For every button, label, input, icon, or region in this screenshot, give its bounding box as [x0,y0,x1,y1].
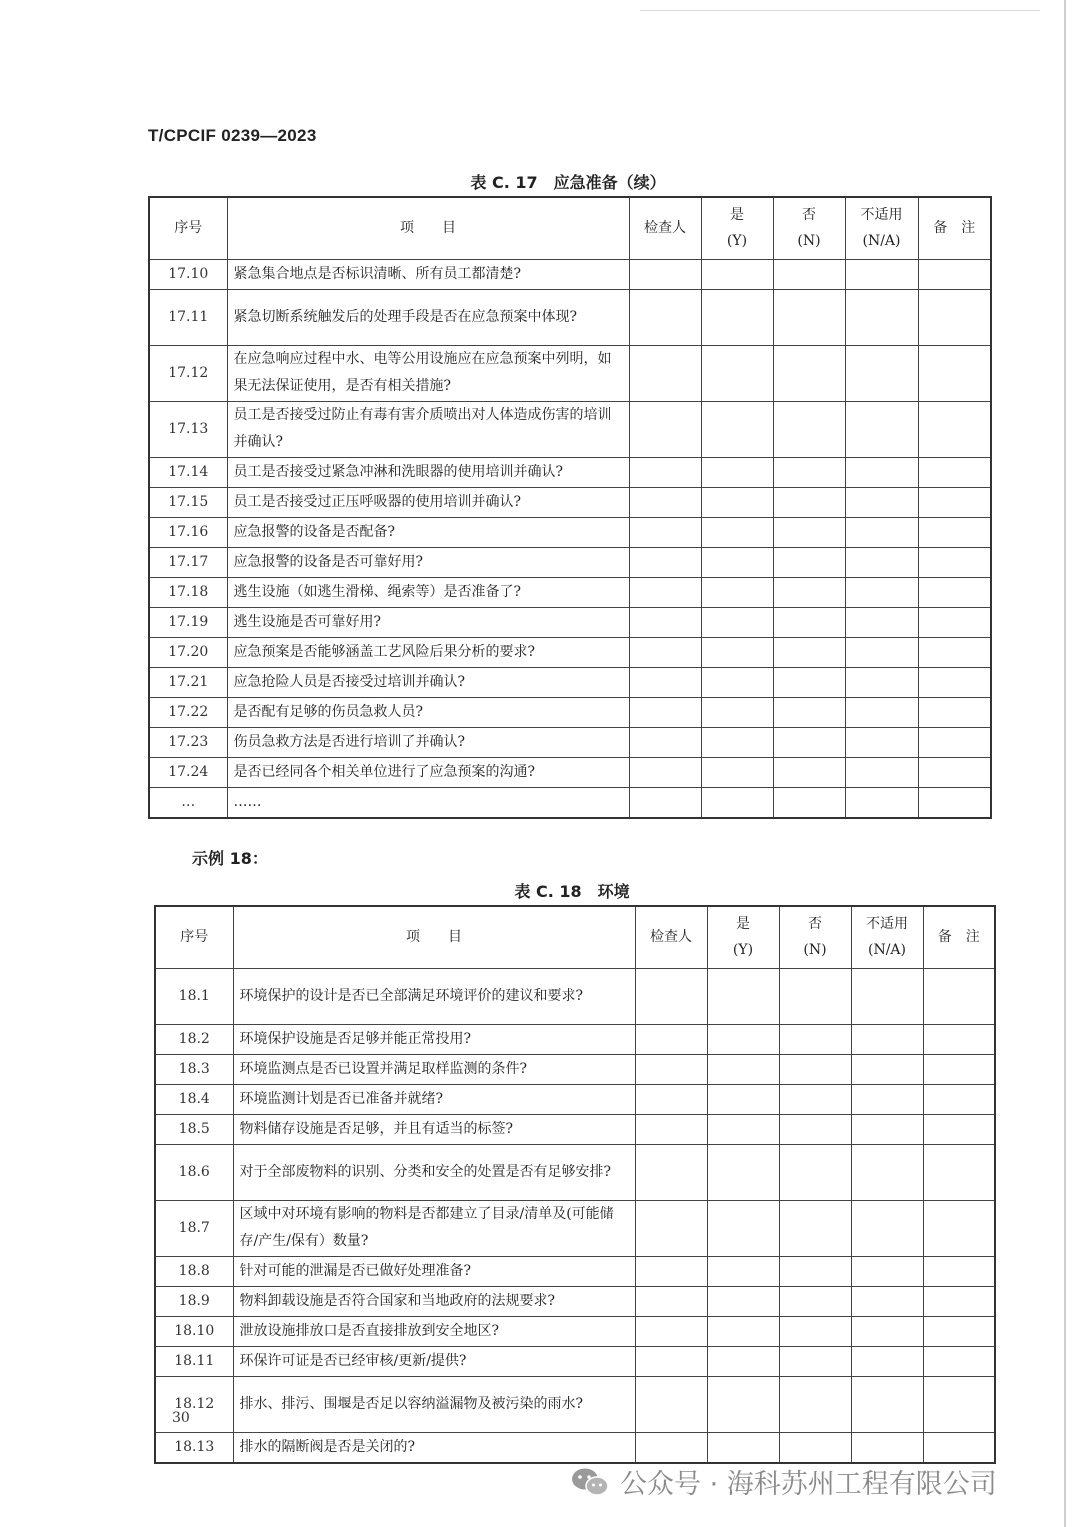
remark-cell[interactable] [923,1316,995,1346]
inspector-cell[interactable] [629,637,701,667]
table-row [149,607,991,637]
yes-cell[interactable] [701,517,773,547]
row-number: 18.11 [155,1346,233,1376]
row-item-text: 员工是否接受过正压呼吸器的使用培训并确认? [227,487,629,517]
inspector-cell[interactable] [629,667,701,697]
yes-cell[interactable] [707,1024,779,1054]
col-no-code: (N) [803,942,827,959]
row-number: 17.24 [149,757,227,787]
row-item-text: 环保许可证是否已经审核/更新/提供? [233,1346,635,1376]
yes-cell[interactable] [701,457,773,487]
yes-cell[interactable] [701,345,773,401]
table-row [149,401,991,457]
remark-cell[interactable] [918,637,991,667]
row-number: … [149,787,227,818]
yes-cell[interactable] [707,1200,779,1256]
row-item-text: 紧急集合地点是否标识清晰、所有员工都清楚? [227,259,629,289]
col-yes-code: (Y) [726,233,748,250]
table-row [155,1376,995,1432]
yes-cell[interactable] [707,1144,779,1200]
inspector-cell[interactable] [635,1286,707,1316]
na-cell[interactable] [845,637,918,667]
na-cell[interactable] [845,577,918,607]
na-cell[interactable] [851,1286,923,1316]
row-item-text: 应急抢险人员是否接受过培训并确认? [227,667,629,697]
remark-cell[interactable] [918,345,991,401]
page-edge-top [640,10,1040,11]
no-cell[interactable] [779,1144,851,1200]
table-row [149,697,991,727]
row-item-text: 环境监测点是否已设置并满足取样监测的条件? [233,1054,635,1084]
no-cell[interactable] [773,757,845,787]
no-cell[interactable] [779,1024,851,1054]
yes-cell[interactable] [701,757,773,787]
remark-cell[interactable] [918,401,991,457]
na-cell[interactable] [845,667,918,697]
table-row [155,1114,995,1144]
no-cell[interactable] [773,517,845,547]
yes-cell[interactable] [701,607,773,637]
row-item-text: 针对可能的泄漏是否已做好处理准备? [233,1256,635,1286]
no-cell[interactable] [779,968,851,1024]
col-seq: 序号 [155,906,233,968]
yes-cell[interactable] [701,667,773,697]
row-number: 17.11 [149,289,227,345]
yes-cell[interactable] [707,1286,779,1316]
table-row [149,727,991,757]
remark-cell[interactable] [923,1084,995,1114]
na-cell[interactable] [851,1346,923,1376]
yes-cell[interactable] [707,1114,779,1144]
na-cell[interactable] [851,1200,923,1256]
col-no-label: 否 [808,916,822,933]
row-number: 17.13 [149,401,227,457]
row-item-text: 泄放设施排放口是否直接排放到安全地区? [233,1316,635,1346]
na-cell[interactable] [845,697,918,727]
col-na-code: (N/A) [862,233,901,250]
remark-cell[interactable] [918,457,991,487]
row-item-text: 环境保护设施是否足够并能正常投用? [233,1024,635,1054]
row-item-text: 应急报警的设备是否配备? [227,517,629,547]
col-na-label: 不适用 [860,207,903,224]
row-item-text: 是否已经同各个相关单位进行了应急预案的沟通? [227,757,629,787]
inspector-cell[interactable] [629,457,701,487]
col-na [851,906,923,968]
page-number: 30 [172,1410,190,1426]
no-cell[interactable] [779,1432,851,1463]
na-cell[interactable] [851,1376,923,1432]
table-row [155,968,995,1024]
table-row [149,457,991,487]
table-row [149,757,991,787]
row-item-text: …… [227,787,629,818]
na-cell[interactable] [845,289,918,345]
remark-cell[interactable] [918,487,991,517]
yes-cell[interactable] [701,697,773,727]
no-cell[interactable] [773,289,845,345]
table-row [155,1024,995,1054]
col-no-code: (N) [797,233,821,250]
no-cell[interactable] [773,487,845,517]
remark-cell[interactable] [923,1432,995,1463]
yes-cell[interactable] [701,547,773,577]
na-cell[interactable] [845,487,918,517]
no-cell[interactable] [773,577,845,607]
row-number: 17.15 [149,487,227,517]
no-cell[interactable] [779,1316,851,1346]
col-seq: 序号 [149,197,227,259]
no-cell[interactable] [773,547,845,577]
yes-cell[interactable] [701,787,773,818]
remark-cell[interactable] [918,547,991,577]
row-number: 17.10 [149,259,227,289]
inspector-cell[interactable] [635,1144,707,1200]
row-item-text: 伤员急救方法是否进行培训了并确认? [227,727,629,757]
table-row [149,637,991,667]
row-item-text: 应急报警的设备是否可靠好用? [227,547,629,577]
row-number: 18.3 [155,1054,233,1084]
row-number: 17.16 [149,517,227,547]
yes-cell[interactable] [707,1256,779,1286]
yes-cell[interactable] [707,1346,779,1376]
no-cell[interactable] [773,345,845,401]
inspector-cell[interactable] [629,757,701,787]
row-item-text: 区域中对环境有影响的物料是否都建立了目录/清单及(可能储存/产生/保有）数量? [233,1200,635,1256]
no-cell[interactable] [773,727,845,757]
table-18 [154,905,996,1464]
inspector-cell[interactable] [635,1200,707,1256]
na-cell[interactable] [851,1316,923,1346]
no-cell[interactable] [779,1054,851,1084]
table-row [155,1432,995,1463]
na-cell[interactable] [845,547,918,577]
table-row [149,345,991,401]
row-number: 17.19 [149,607,227,637]
remark-cell[interactable] [923,1200,995,1256]
yes-cell[interactable] [707,1432,779,1463]
row-item-text: 环境保护的设计是否已全部满足环境评价的建议和要求? [233,968,635,1024]
no-cell[interactable] [773,787,845,818]
table-row [155,1200,995,1256]
row-number: 17.14 [149,457,227,487]
no-cell[interactable] [779,1114,851,1144]
yes-cell[interactable] [701,487,773,517]
row-number: 18.4 [155,1084,233,1114]
row-number: 18.9 [155,1286,233,1316]
yes-cell[interactable] [701,727,773,757]
remark-cell[interactable] [918,607,991,637]
watermark-text: 公众号 · 海科苏州工程有限公司 [620,1469,997,1500]
wechat-icon [570,1467,610,1497]
yes-cell[interactable] [701,577,773,607]
inspector-cell[interactable] [629,577,701,607]
col-inspector: 检查人 [629,197,701,259]
no-cell[interactable] [779,1346,851,1376]
col-no [773,197,845,259]
no-cell[interactable] [773,607,845,637]
row-item-text: 物料储存设施是否足够，并且有适当的标签? [233,1114,635,1144]
row-number: 18.12 [155,1376,233,1432]
table-row [149,289,991,345]
no-cell[interactable] [779,1376,851,1432]
yes-cell[interactable] [701,637,773,667]
table-row [149,667,991,697]
row-item-text: 员工是否接受过防止有毒有害介质喷出对人体造成伤害的培训并确认? [227,401,629,457]
table-header-row [149,197,991,259]
no-cell[interactable] [773,667,845,697]
inspector-cell[interactable] [629,517,701,547]
row-item-text: 在应急响应过程中水、电等公用设施应在应急预案中列明，如果无法保证使用，是否有相关措施? [227,345,629,401]
na-cell[interactable] [851,1432,923,1463]
col-yes-label: 是 [730,207,744,224]
table-row [155,1256,995,1286]
row-number: 18.7 [155,1200,233,1256]
table-row [155,1084,995,1114]
na-cell[interactable] [845,517,918,547]
remark-cell[interactable] [923,1286,995,1316]
yes-cell[interactable] [707,1054,779,1084]
row-item-text: 紧急切断系统触发后的处理手段是否在应急预案中体现? [227,289,629,345]
table-17-caption: 表 C. 17 应急准备（续） [470,173,666,192]
col-yes [701,197,773,259]
col-item: 项 目 [233,906,635,968]
table-row [155,1286,995,1316]
na-cell[interactable] [845,787,918,818]
table-row [149,547,991,577]
table-row [149,259,991,289]
inspector-cell[interactable] [635,1114,707,1144]
row-item-text: 环境监测计划是否已准备并就绪? [233,1084,635,1114]
na-cell[interactable] [851,1054,923,1084]
remark-cell[interactable] [918,577,991,607]
remark-cell[interactable] [923,968,995,1024]
row-number: 18.8 [155,1256,233,1286]
row-number: 18.10 [155,1316,233,1346]
na-cell[interactable] [845,345,918,401]
inspector-cell[interactable] [629,345,701,401]
remark-cell[interactable] [923,1376,995,1432]
col-no-label: 否 [802,207,816,224]
row-number: 18.5 [155,1114,233,1144]
na-cell[interactable] [851,1256,923,1286]
row-number: 17.17 [149,547,227,577]
inspector-cell[interactable] [629,727,701,757]
remark-cell[interactable] [918,667,991,697]
no-cell[interactable] [779,1286,851,1316]
page-edge-right [1064,0,1066,1527]
remark-cell[interactable] [923,1114,995,1144]
yes-cell[interactable] [701,259,773,289]
inspector-cell[interactable] [629,487,701,517]
yes-cell[interactable] [707,968,779,1024]
col-remark: 备 注 [923,906,995,968]
col-item: 项 目 [227,197,629,259]
table-row [149,577,991,607]
no-cell[interactable] [773,637,845,667]
inspector-cell[interactable] [629,607,701,637]
table-header-row [155,906,995,968]
table-row [149,787,991,818]
yes-cell[interactable] [707,1376,779,1432]
inspector-cell[interactable] [629,401,701,457]
inspector-cell[interactable] [635,1256,707,1286]
inspector-cell[interactable] [635,1024,707,1054]
na-cell[interactable] [845,607,918,637]
col-yes-code: (Y) [732,942,754,959]
inspector-cell[interactable] [629,547,701,577]
row-item-text: 对于全部废物料的识别、分类和安全的处置是否有足够安排? [233,1144,635,1200]
na-cell[interactable] [851,1084,923,1114]
row-item-text: 应急预案是否能够涵盖工艺风险后果分析的要求? [227,637,629,667]
remark-cell[interactable] [918,697,991,727]
col-na [845,197,918,259]
no-cell[interactable] [773,697,845,727]
inspector-cell[interactable] [635,1346,707,1376]
row-number: 17.18 [149,577,227,607]
table-row [155,1054,995,1084]
na-cell[interactable] [845,457,918,487]
row-number: 17.20 [149,637,227,667]
remark-cell[interactable] [923,1144,995,1200]
no-cell[interactable] [779,1256,851,1286]
row-number: 18.1 [155,968,233,1024]
row-number: 18.6 [155,1144,233,1200]
example-18-title: 示例 18： [192,849,268,868]
yes-cell[interactable] [707,1084,779,1114]
col-na-label: 不适用 [866,916,908,933]
yes-cell[interactable] [701,289,773,345]
remark-cell[interactable] [923,1256,995,1286]
no-cell[interactable] [773,259,845,289]
na-cell[interactable] [845,259,918,289]
na-cell[interactable] [851,1114,923,1144]
row-number: 17.12 [149,345,227,401]
row-number: 18.2 [155,1024,233,1054]
row-item-text: 是否配有足够的伤员急救人员? [227,697,629,727]
no-cell[interactable] [779,1200,851,1256]
col-remark: 备 注 [918,197,991,259]
row-item-text: 逃生设施是否可靠好用? [227,607,629,637]
na-cell[interactable] [845,757,918,787]
col-yes [707,906,779,968]
na-cell[interactable] [845,727,918,757]
inspector-cell[interactable] [635,1316,707,1346]
inspector-cell[interactable] [629,697,701,727]
yes-cell[interactable] [701,401,773,457]
na-cell[interactable] [845,401,918,457]
remark-cell[interactable] [918,727,991,757]
no-cell[interactable] [773,457,845,487]
col-na-code: (N/A) [867,942,906,959]
inspector-cell[interactable] [635,968,707,1024]
inspector-cell[interactable] [629,259,701,289]
row-item-text: 物料卸载设施是否符合国家和当地政府的法规要求? [233,1286,635,1316]
row-item-text: 排水、排污、围堰是否足以容纳溢漏物及被污染的雨水? [233,1376,635,1432]
row-number: 17.23 [149,727,227,757]
remark-cell[interactable] [918,259,991,289]
row-item-text: 排水的隔断阀是否是关闭的? [233,1432,635,1463]
inspector-cell[interactable] [629,289,701,345]
na-cell[interactable] [851,1024,923,1054]
row-item-text: 员工是否接受过紧急冲淋和洗眼器的使用培训并确认? [227,457,629,487]
remark-cell[interactable] [918,787,991,818]
inspector-cell[interactable] [635,1084,707,1114]
row-number: 17.21 [149,667,227,697]
row-item-text: 逃生设施（如逃生滑梯、绳索等）是否准备了? [227,577,629,607]
table-18-caption: 表 C. 18 环境 [514,882,630,901]
inspector-cell[interactable] [629,787,701,818]
table-row [149,487,991,517]
col-no [779,906,851,968]
inspector-cell[interactable] [635,1376,707,1432]
col-inspector: 检查人 [635,906,707,968]
watermark [570,1462,997,1501]
remark-cell[interactable] [918,757,991,787]
table-row [155,1316,995,1346]
yes-cell[interactable] [707,1316,779,1346]
row-number: 18.13 [155,1432,233,1463]
remark-cell[interactable] [923,1346,995,1376]
no-cell[interactable] [779,1084,851,1114]
remark-cell[interactable] [918,517,991,547]
inspector-cell[interactable] [635,1054,707,1084]
inspector-cell[interactable] [635,1432,707,1463]
row-number: 17.22 [149,697,227,727]
na-cell[interactable] [851,968,923,1024]
remark-cell[interactable] [918,289,991,345]
no-cell[interactable] [773,401,845,457]
na-cell[interactable] [851,1144,923,1200]
col-yes-label: 是 [736,916,750,933]
table-row [155,1346,995,1376]
table-17 [148,196,992,819]
remark-cell[interactable] [923,1054,995,1084]
remark-cell[interactable] [923,1024,995,1054]
table-row [149,517,991,547]
standard-code: T/CPCIF 0239—2023 [148,126,317,145]
table-row [155,1144,995,1200]
